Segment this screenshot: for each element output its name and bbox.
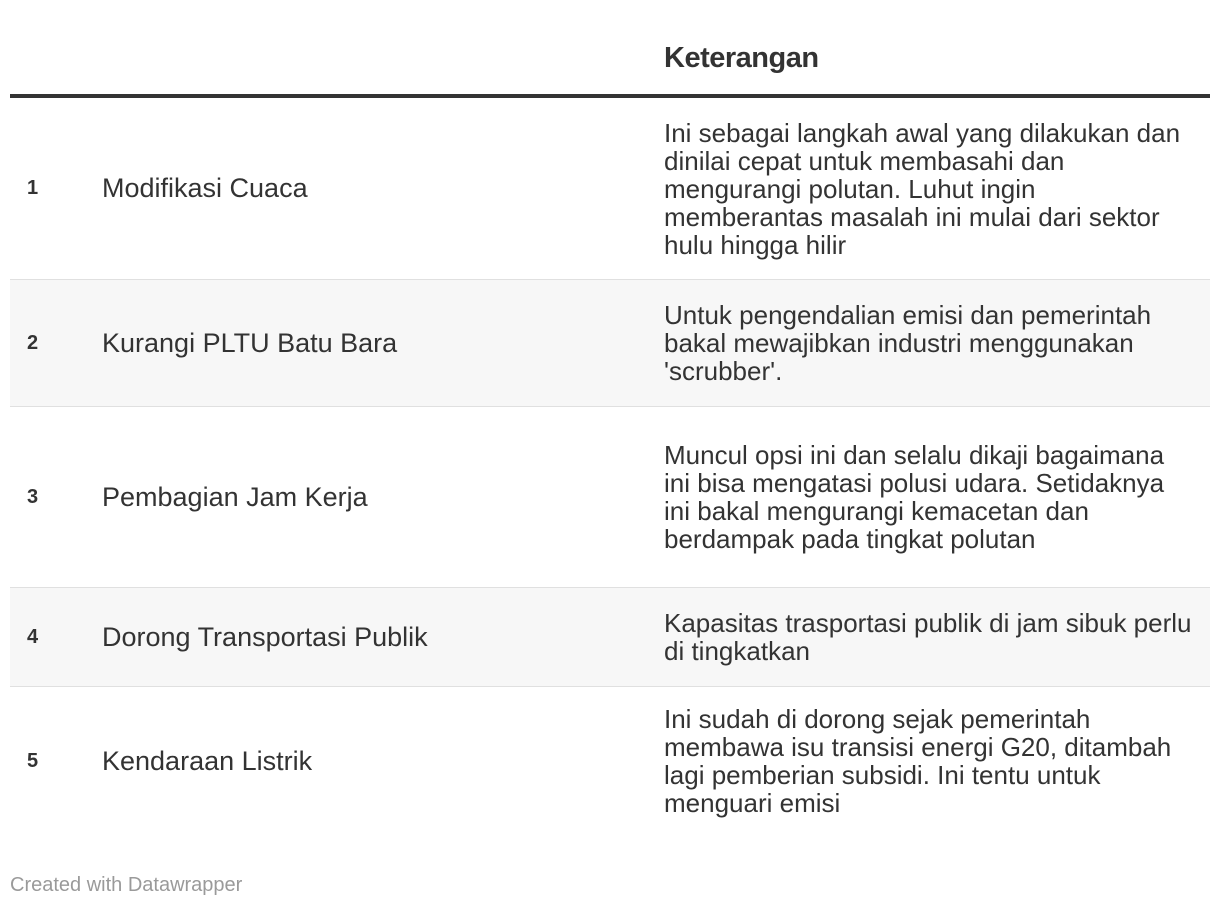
row-number: 1 bbox=[27, 177, 39, 199]
row-number: 4 bbox=[27, 625, 39, 648]
row-name: Kendaraan Listrik bbox=[102, 745, 313, 776]
row-number: 2 bbox=[27, 331, 39, 354]
row-name: Dorong Transportasi Publik bbox=[102, 621, 428, 652]
table-row bbox=[10, 588, 1210, 687]
row-description: Muncul opsi ini dan selalu dikaji bagaimana ini bisa mengatasi polusi udara. Setidaknya ini bakal mengurangi kemacetan dan berdampak pada tingkat polutan bbox=[664, 440, 1165, 554]
row-description: Ini sebagai langkah awal yang dilakukan dan dinilai cepat untuk membasahi dan mengurangi polutan. Luhut ingin memberantas masalah ini mulai dari sektor hulu hingga hilir bbox=[664, 117, 1181, 260]
row-number: 3 bbox=[27, 485, 39, 508]
column-header-keterangan: Keterangan bbox=[664, 42, 819, 74]
row-name: Kurangi PLTU Batu Bara bbox=[102, 327, 398, 358]
datawrapper-credit: Created with Datawrapper bbox=[10, 874, 243, 896]
row-description: Kapasitas trasportasi publik di jam sibuk perlu di tingkatkan bbox=[664, 608, 1192, 666]
table-row bbox=[10, 98, 1210, 280]
table-row bbox=[10, 687, 1210, 835]
table-row bbox=[10, 280, 1210, 407]
row-name: Pembagian Jam Kerja bbox=[102, 481, 368, 512]
row-description: Ini sudah di dorong sejak pemerintah membawa isu transisi energi G20, ditambah lagi pemberian subsidi. Ini tentu untuk menguari emisi bbox=[664, 704, 1172, 818]
row-number: 5 bbox=[27, 749, 39, 772]
data-table bbox=[10, 0, 1210, 835]
row-name: Modifikasi Cuaca bbox=[102, 173, 308, 203]
table-header bbox=[10, 0, 1210, 98]
table-row bbox=[10, 407, 1210, 588]
row-description: Untuk pengendalian emisi dan pemerintah bakal mewajibkan industri menggunakan 'scrubber'. bbox=[664, 300, 1152, 386]
